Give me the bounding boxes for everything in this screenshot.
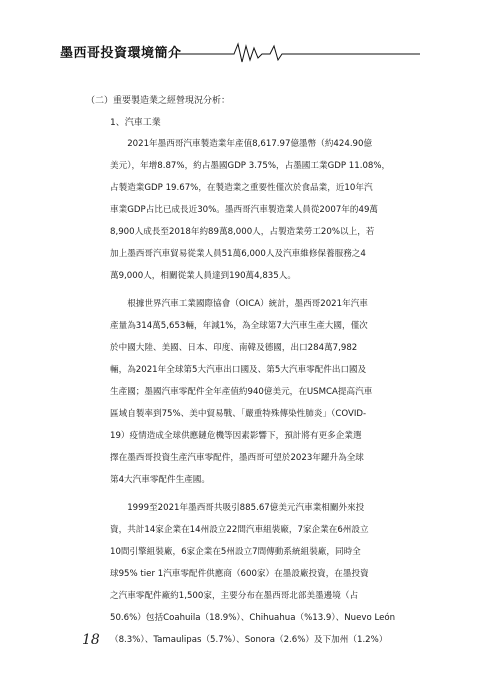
body-line: 擇在墨西哥投資生產汽車零配件，墨西哥可望於2023年躍升為全球 (110, 453, 364, 463)
body-line: 2021年墨西哥汽車製造業年產值8,617.97億墨幣（約424.90億 (110, 139, 373, 149)
body-line: 球95% tier 1汽車零配件供應商（600家）在墨設廠投資，在墨投資 (110, 569, 369, 579)
body-line: 占製造業GDP 19.67%，在製造業之重要性僅次於食品業，近10年汽 (110, 183, 373, 193)
subsection-heading: 1、汽車工業 (110, 118, 161, 128)
body-line: 19）疫情造成全球供應鏈危機等因素影響下，預計將有更多企業選 (110, 431, 362, 441)
body-line: 資，共計14家企業在14州設立22間汽車組裝廠，7家企業在6州設立 (110, 525, 369, 535)
body-line: 之汽車零配件廠約1,500家，主要分布在墨西哥北部美墨邊境（占 (110, 591, 359, 601)
header-title: 墨西哥投資環境簡介 (60, 46, 182, 61)
body-line: 8,900人成長至2018年約89萬8,000人，占製造業勞工20%以上，若 (110, 227, 375, 237)
body-line: 產量為314萬5,653輛，年減1%，為全球第7大汽車生產大國，僅次 (110, 321, 368, 331)
body-line: （8.3%）、Tamaulipas（5.7%）、Sonora（2.6%）及下加州（1.2%） (110, 635, 388, 645)
section-heading: （二）重要製造業之經營現況分析： (86, 96, 231, 106)
page-number: 18 (82, 632, 100, 648)
body-line: 第4大汽車零配件生產國。 (110, 475, 210, 485)
body-line: 生產國；墨國汽車零配件全年產值約940億美元，在USMCA提高汽車 (110, 387, 373, 397)
body-line: 根據世界汽車工業國際協會（OICA）統計，墨西哥2021年汽車 (110, 299, 368, 309)
body-line: 1999至2021年墨西哥共吸引885.67億美元汽車業相關外來投 (110, 503, 365, 513)
body-line: 50.6%）包括Coahuila（18.9%）、Chihuahua（%13.9）、Nuevo León (110, 613, 396, 623)
body-line: 輛，為2021年全球第5大汽車出口國及、第5大汽車零配件出口國及 (110, 365, 367, 375)
body-line: 萬9,000人，相關從業人員達到190萬4,835人。 (110, 271, 296, 281)
body-line: 區域自製率到75%、美中貿易戰、「嚴重特殊傳染性肺炎」（COVID- (110, 409, 367, 419)
page-header (60, 40, 420, 68)
body-line: 加上墨西哥汽車貿易從業人員51萬6,000人及汽車維修保養服務之4 (110, 249, 366, 259)
body-line: 美元），年增8.87%，約占墨國GDP 3.75%，占墨國工業GDP 11.08%， (110, 161, 391, 171)
body-line: 車業GDP占比已成長近30%。墨西哥汽車製造業人員從2007年的49萬 (110, 205, 379, 215)
body-line: 10間引擎組裝廠，6家企業在5州設立7間傳動系統組裝廠，同時全 (110, 547, 361, 557)
body-line: 於中國大陸、美國、日本、印度、南韓及德國，出口284萬7,982 (110, 343, 358, 353)
